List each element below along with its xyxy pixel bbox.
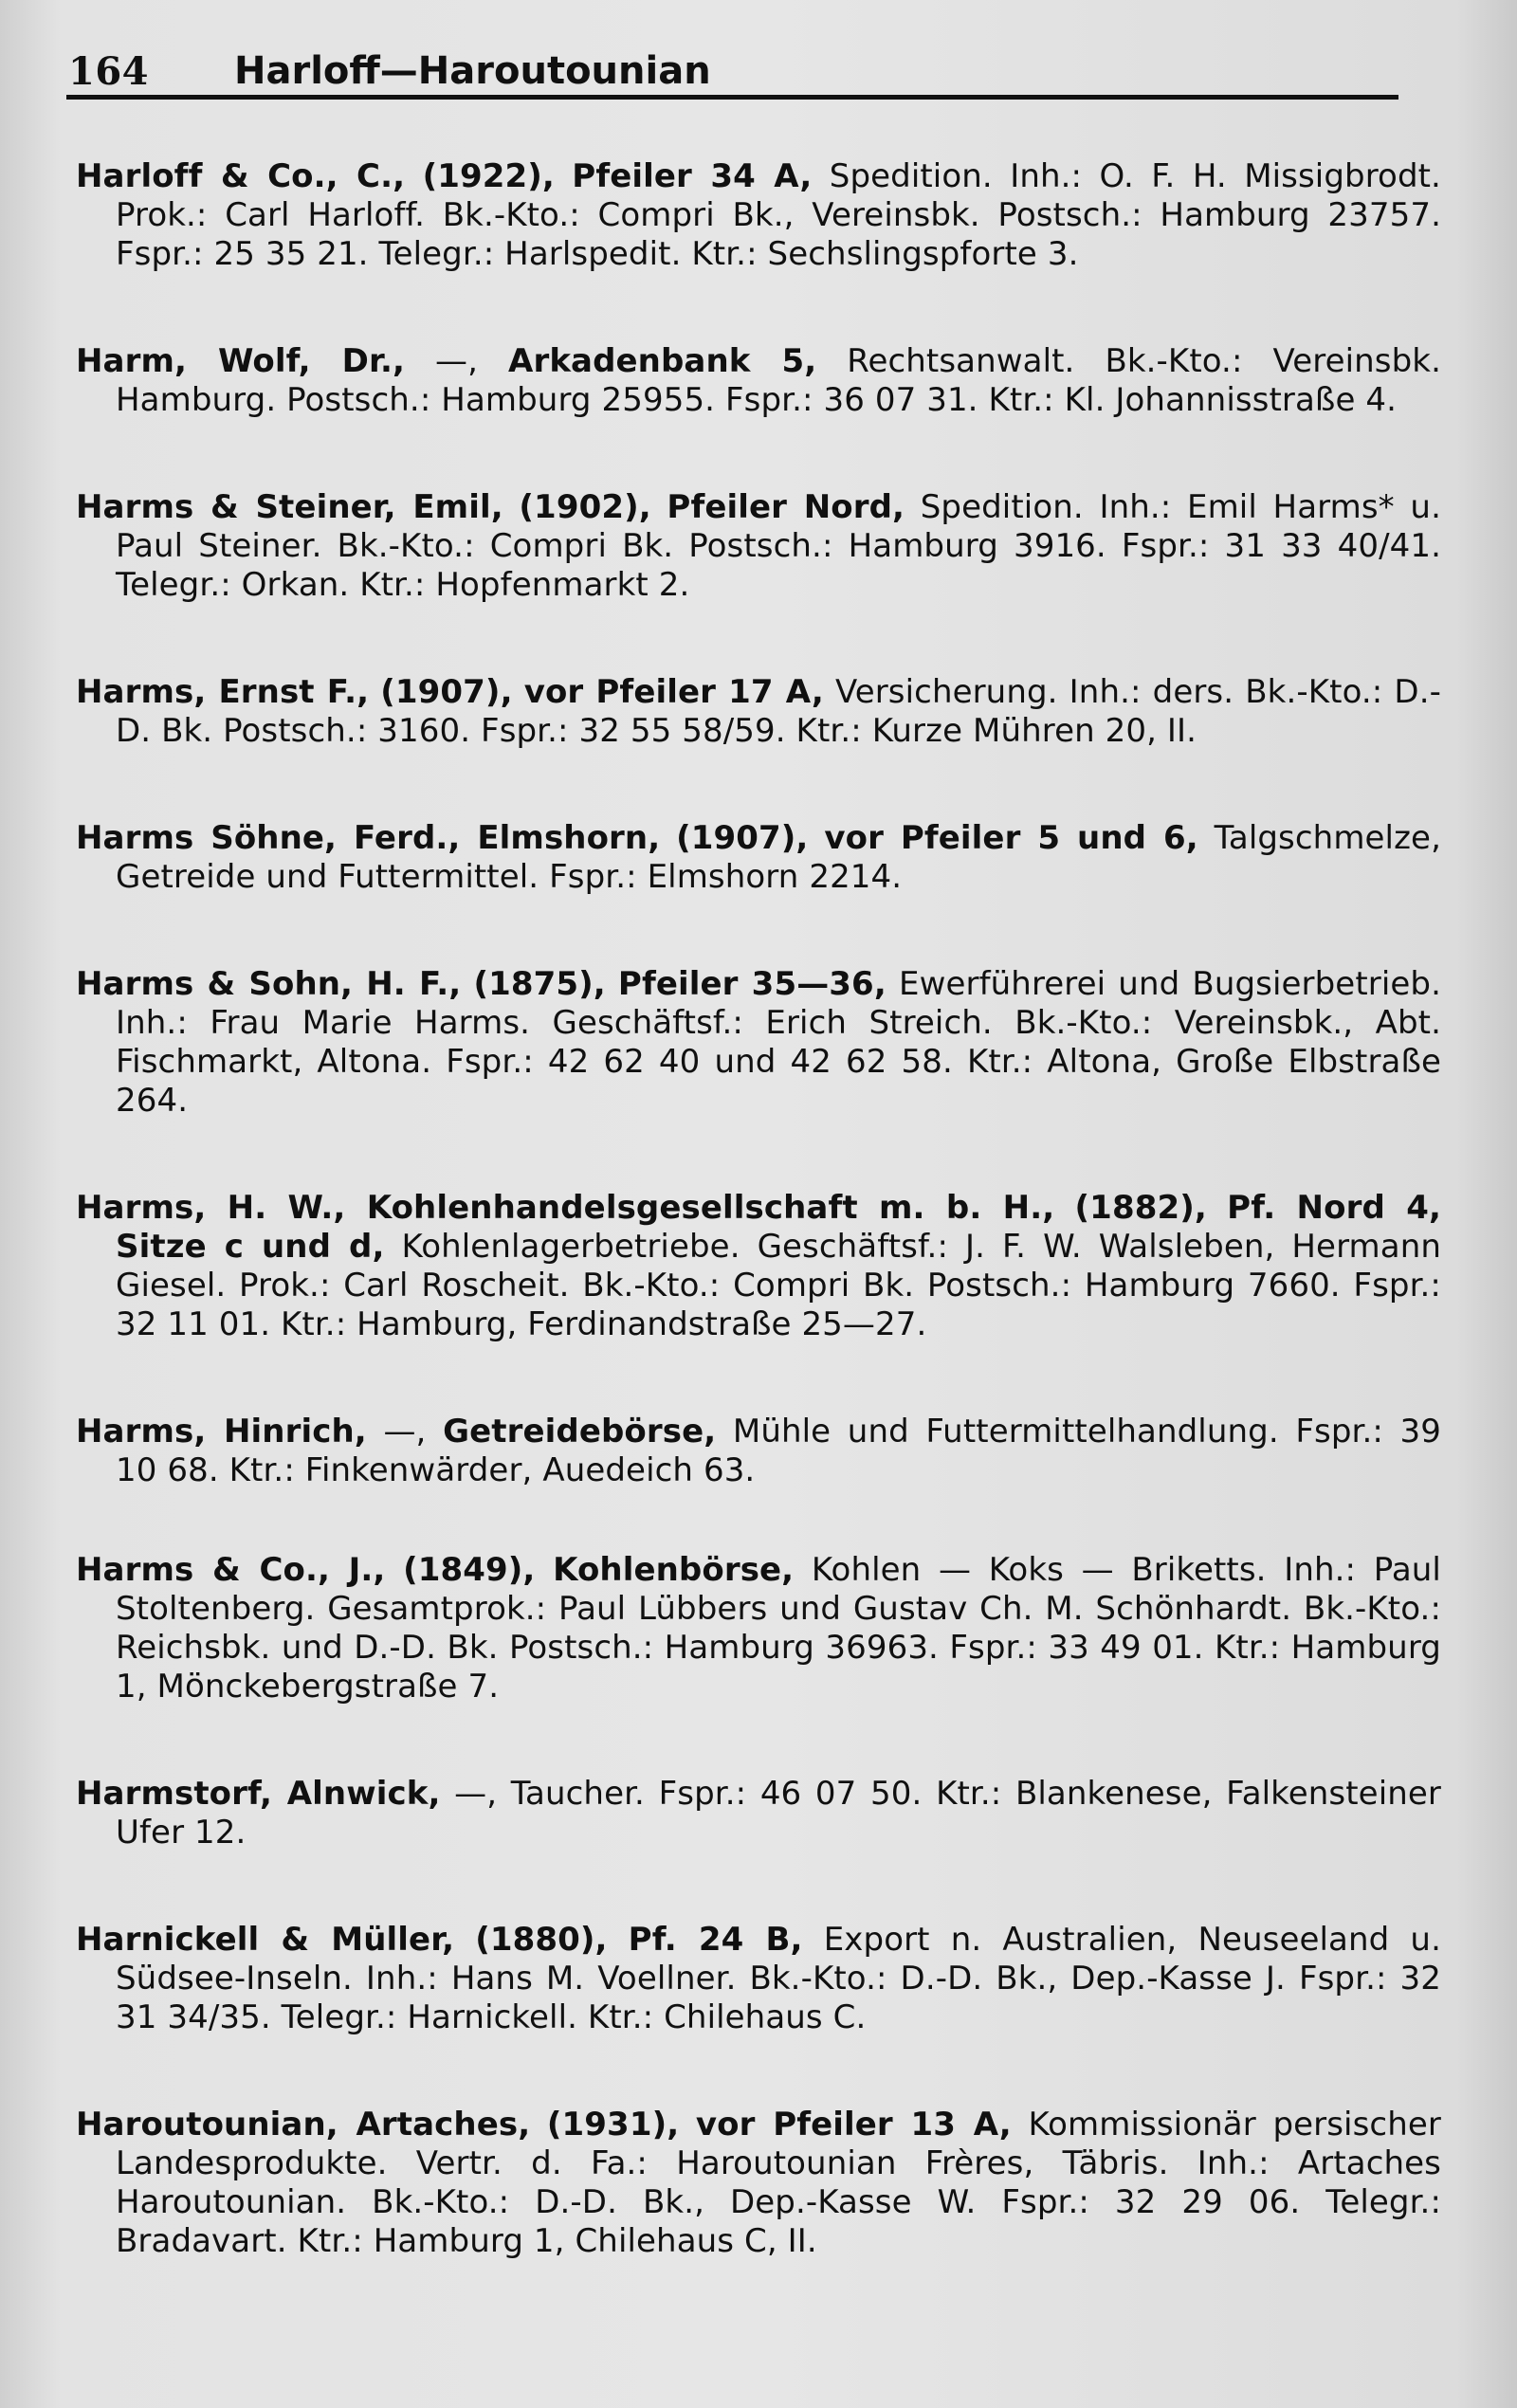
entry-location: Getreidebörse, — [443, 1413, 717, 1450]
directory-entry — [76, 1551, 1441, 1706]
entry-list — [76, 142, 1441, 2261]
entry-year: —, — [435, 342, 479, 380]
header-rule — [66, 95, 1398, 100]
entry-text: Taucher. Fspr.: 46 07 50. Ktr.: Blankenese, Falkensteiner Ufer 12. — [116, 1775, 1441, 1852]
entry-text: Versicherung. Inh.: ders. Bk.-Kto.: D.-D. Bk. Postsch.: 3160. Fspr.: 32 55 58/59. Ktr.: Kurze Mühren 20, II. — [116, 673, 1441, 750]
entry-text: Kohlenlagerbetriebe. Geschäftsf.: J. F. W. Walsleben, Hermann Giesel. Prok.: Carl Roscheit. Bk.-Kto.: Compri Bk. Postsch.: Hamburg 7660. Fspr.: 32 11 01. Ktr.: Hamburg, Ferdinandstraße 25—27. — [116, 1228, 1442, 1343]
entry-year: —, — [454, 1775, 498, 1813]
entry-location: vor Pfeiler 5 und 6, — [824, 819, 1198, 857]
page-number: 164 — [68, 49, 149, 94]
directory-entry — [76, 1921, 1441, 2037]
entry-text: Export n. Australien, Neuseeland u. Südsee-Inseln. Inh.: Hans M. Voellner. Bk.-Kto.: D.-D. Bk., Dep.-Kasse J. Fspr.: 32 31 34/35. Telegr.: Harnickell. Ktr.: Chilehaus C. — [116, 1921, 1441, 2036]
directory-entry — [76, 2106, 1441, 2261]
entry-text: Kommissionär persischer Landesprodukte. Vertr. d. Fa.: Haroutounian Frères, Täbris. Inh.: Artaches Haroutounian. Bk.-Kto.: D.-D. Bk., Dep.-Kasse W. Fspr.: 32 29 06. Telegr.: Bradavart. Ktr.: Hamburg 1, Chilehaus C, II. — [116, 2106, 1441, 2260]
entry-text: Mühle und Futtermittelhandlung. Fspr.: 39 10 68. Ktr.: Finkenwärder, Auedeich 63. — [116, 1413, 1441, 1489]
entry-year: —, — [383, 1413, 427, 1450]
entry-text: Ewerführerei und Bugsierbetrieb. Inh.: Frau Marie Harms. Geschäftsf.: Erich Streich. Bk.-Kto.: Vereinsbk., Abt. Fischmarkt, Altona. Fspr.: 42 62 40 und 42 62 58. Ktr.: Altona, Große Elbstraße 264. — [116, 965, 1441, 1120]
entry-name: Harms & Steiner, Emil, — [76, 488, 503, 526]
entry-name: Harms Söhne, Ferd., Elmshorn, — [76, 819, 661, 857]
entry-text: Kohlen — Koks — Briketts. Inh.: Paul Stoltenberg. Gesamtprok.: Paul Lübbers und Gustav Ch. M. Schönhardt. Bk.-Kto.: Reichsbk. und D.-D. Bk. Postsch.: Hamburg 36963. Fspr.: 33 49 01. Ktr.: Hamburg 1, Mönckebergstraße 7. — [116, 1551, 1441, 1706]
entry-year: (1922), — [422, 157, 555, 195]
entry-location: vor Pfeiler 13 A, — [695, 2106, 1012, 2143]
entry-text: Spedition. Inh.: O. F. H. Missigbrodt. Prok.: Carl Harloff. Bk.-Kto.: Compri Bk., Vereinsbk. Postsch.: Hamburg 23757. Fspr.: 25 35 21. Telegr.: Harlspedit. Ktr.: Sechslingspforte 3. — [116, 157, 1441, 273]
directory-entry — [76, 488, 1441, 605]
entry-year: (1880), — [475, 1921, 608, 1959]
entry-year: (1907), — [676, 819, 809, 857]
entry-location: vor Pfeiler 17 A, — [523, 673, 824, 711]
entry-year: (1907), — [380, 673, 513, 711]
entry-location: Pfeiler Nord, — [667, 488, 905, 526]
directory-entry — [76, 673, 1441, 751]
entry-name: Harmstorf, Alnwick, — [76, 1775, 441, 1813]
entry-location: Pf. 24 B, — [628, 1921, 803, 1959]
entry-name: Harms, Ernst F., — [76, 673, 370, 711]
entry-name: Harnickell & Müller, — [76, 1921, 455, 1959]
directory-entry — [76, 1775, 1441, 1852]
entry-year: (1902), — [519, 488, 651, 526]
entry-year: (1882), — [1074, 1189, 1207, 1227]
entry-location: Kohlenbörse, — [553, 1551, 795, 1589]
entry-name: Harms, H. W., Kohlenhandelsgesellschaft m. b. H., — [76, 1189, 1055, 1227]
directory-entry — [76, 1189, 1441, 1344]
directory-entry — [76, 965, 1441, 1121]
entry-year: (1849), — [403, 1551, 536, 1589]
directory-entry — [76, 1413, 1441, 1490]
entry-location: Arkadenbank 5, — [508, 342, 817, 380]
entry-name: Harms & Co., J., — [76, 1551, 386, 1589]
entry-text: Rechtsanwalt. Bk.-Kto.: Vereinsbk. Hamburg. Postsch.: Hamburg 25955. Fspr.: 36 07 31. Ktr.: Kl. Johannisstraße 4. — [116, 342, 1441, 419]
entry-text: Spedition. Inh.: Emil Harms* u. Paul Steiner. Bk.-Kto.: Compri Bk. Postsch.: Hamburg 3916. Fspr.: 31 33 40/41. Telegr.: Orkan. Ktr.: Hopfenmarkt 2. — [116, 488, 1441, 604]
entry-name: Harms, Hinrich, — [76, 1413, 367, 1450]
entry-name: Harm, Wolf, Dr., — [76, 342, 406, 380]
entry-location: Pf. Nord 4, Sitze c und d, — [116, 1189, 1441, 1266]
entry-year: (1875), — [473, 965, 606, 1003]
entry-location: Pfeiler 34 A, — [572, 157, 813, 195]
running-head: Harloff—Haroutounian — [234, 49, 711, 93]
entry-text: Talgschmelze, Getreide und Futtermittel. Fspr.: Elmshorn 2214. — [116, 819, 1441, 896]
directory-entry — [76, 157, 1441, 274]
entry-name: Haroutounian, Artaches, — [76, 2106, 531, 2143]
directory-entry — [76, 819, 1441, 897]
entry-name: Harms & Sohn, H. F., — [76, 965, 462, 1003]
directory-entry — [76, 342, 1441, 420]
entry-name: Harloff & Co., C., — [76, 157, 406, 195]
entry-year: (1931), — [546, 2106, 680, 2143]
entry-location: Pfeiler 35—36, — [617, 965, 886, 1003]
